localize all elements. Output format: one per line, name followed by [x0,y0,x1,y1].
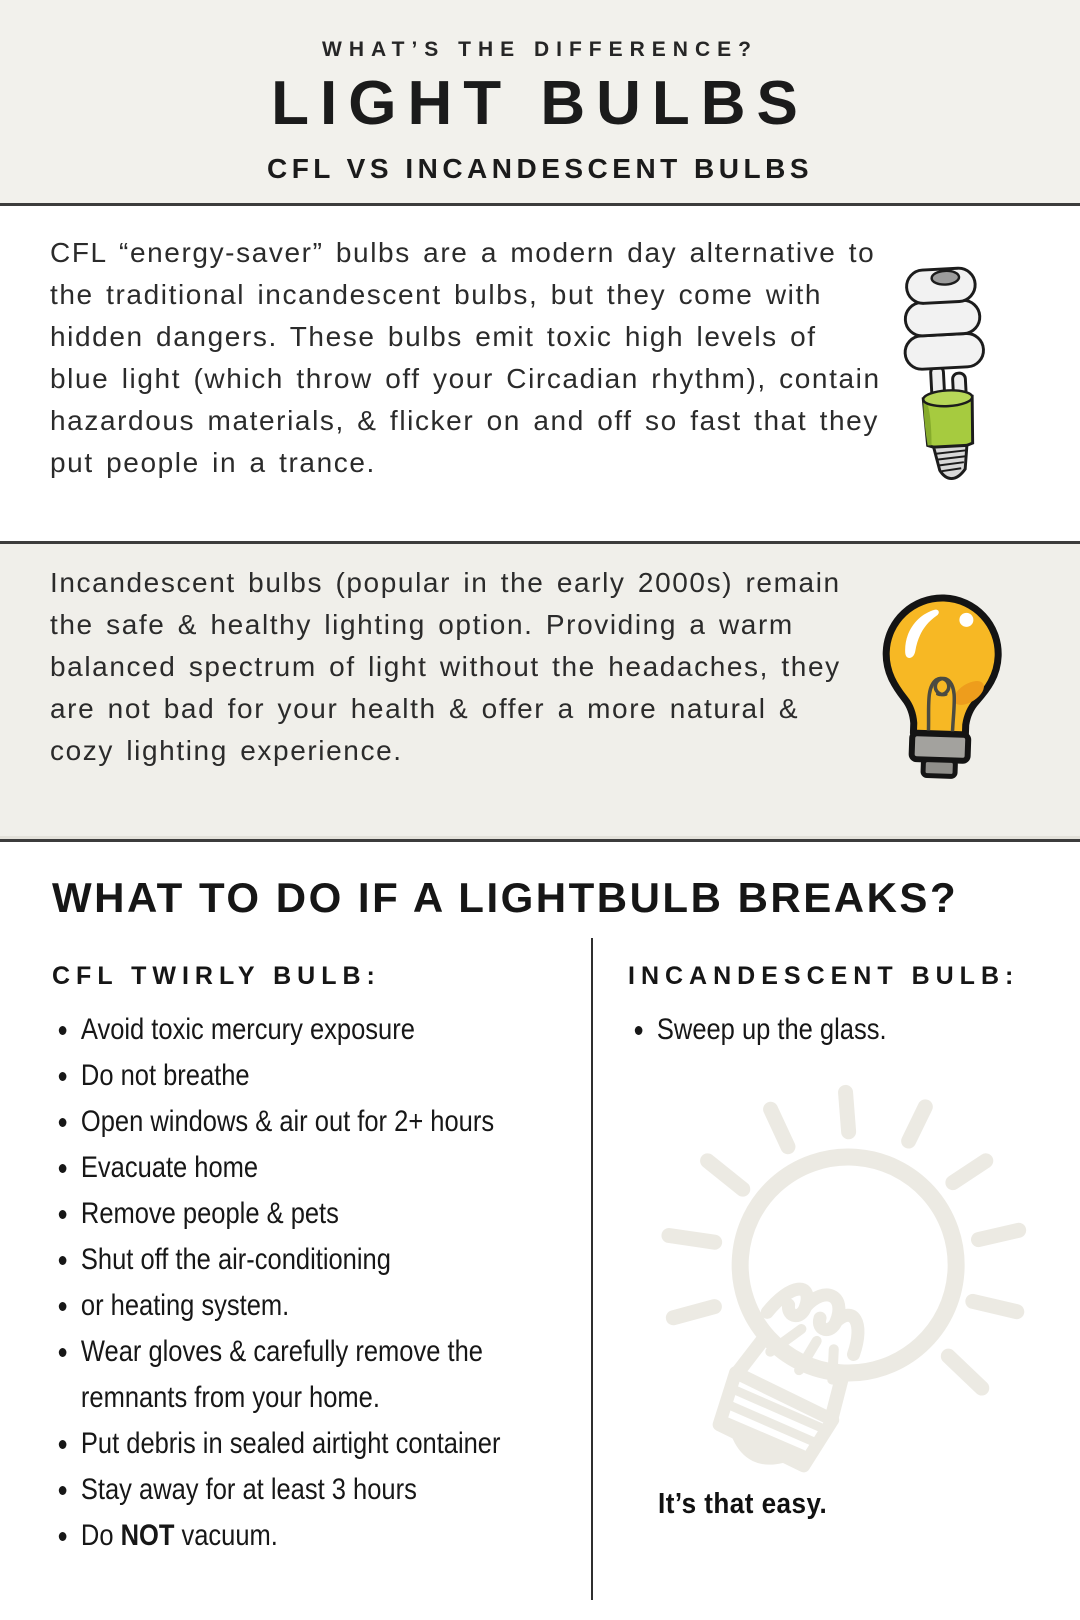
list-item [52,1099,545,1145]
list-item [628,1007,1080,1053]
list-item [52,1513,545,1559]
sketch-lightbulb-watermark-icon [620,1072,1050,1512]
list-item [52,1007,545,1053]
cfl-steps-list [52,1007,545,1559]
list-item [52,1237,545,1283]
list-item-text: Put debris in sealed airtight container [80,1427,501,1460]
list-item-text: Open windows & air out for 2+ hours [80,1105,495,1138]
cfl-column-heading: CFL TWIRLY BULB: [52,962,381,990]
header-kicker: WHAT’S THE DIFFERENCE? [322,38,758,61]
list-item-text: Avoid toxic mercury exposure [80,1013,415,1046]
incandescent-column [628,962,1068,1053]
list-item-text: Evacuate home [80,1151,259,1184]
list-item [52,1421,545,1467]
list-item-text: Remove people & pets [80,1197,339,1230]
list-item-text: Shut off the air-conditioning [80,1243,391,1276]
list-item [52,1467,545,1513]
list-item-text: or heating system. [80,1289,290,1322]
cfl-paragraph: CFL “energy-saver” bulbs are a modern day alternative to the traditional incandescent bulbs, but they come with hidden dangers. These bulbs emit toxic high levels of blue light (which throw off your Circadian rhythm), contain hazardous materials, & flicker on and off so fast that they put people in a trance. [50,237,881,478]
breaks-section [0,842,1080,1620]
incandescent-section [0,544,1080,839]
list-item-text: Stay away for at least 3 hours [80,1473,417,1506]
page-title: LIGHT BULBS [271,69,809,138]
list-item [52,1329,545,1421]
column-divider [591,938,593,1600]
incandescent-column-heading: INCANDESCENT BULB: [628,962,1020,990]
list-item-text: Do not breathe [80,1059,250,1092]
list-item [52,1053,545,1099]
list-item-text: Do NOT vacuum. [80,1519,278,1552]
header-section [0,0,1080,203]
list-item [52,1191,545,1237]
list-item-text: Wear gloves & carefully remove the remnants from your home. [80,1335,483,1414]
list-item-text: Sweep up the glass. [656,1013,887,1046]
incandescent-bulb-icon [876,588,1006,786]
incandescent-paragraph: Incandescent bulbs (popular in the early 2000s) remain the safe & healthy lighting option. Providing a warm balanced spectrum of light without the headaches, they are not bad for your health & offer a more natural & cozy lighting experience. [50,567,841,766]
list-item [52,1283,545,1329]
header-subtitle: CFL VS INCANDESCENT BULBS [266,153,813,184]
easy-footer-text: It’s that easy. [658,1488,828,1520]
cfl-section [0,206,1080,541]
list-item [52,1145,545,1191]
breaks-title: WHAT TO DO IF A LIGHTBULB BREAKS? [52,874,959,921]
incandescent-steps-list [628,1007,1080,1053]
cfl-column [52,962,582,1559]
cfl-spiral-bulb-icon [897,250,995,480]
